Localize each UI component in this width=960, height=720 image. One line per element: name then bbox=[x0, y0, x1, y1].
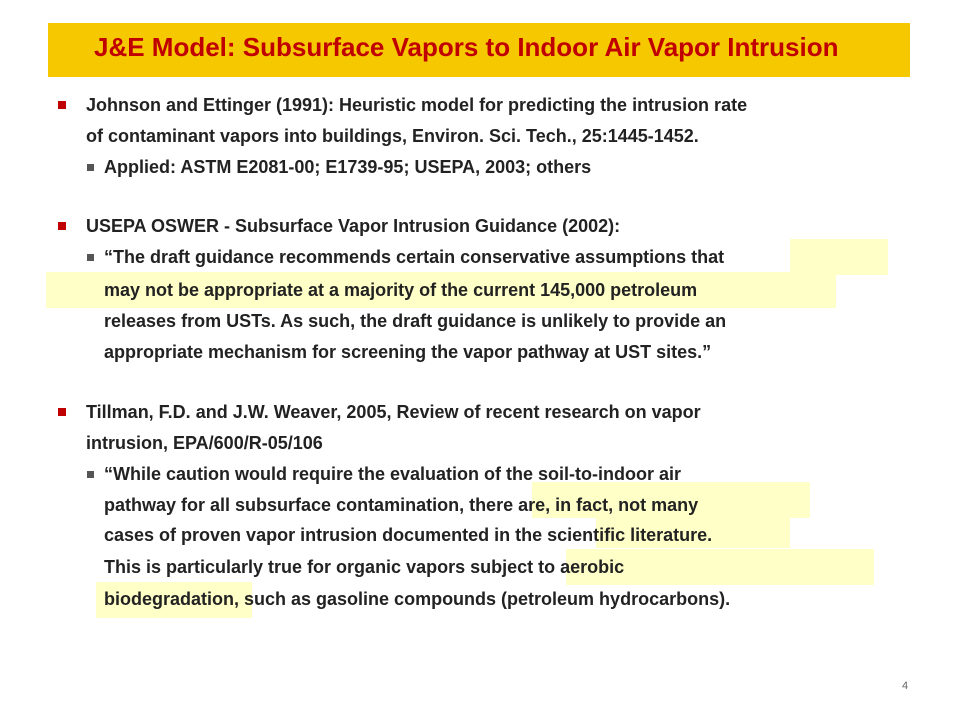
bullet-1-line-2: of contaminant vapors into buildings, Environ. Sci. Tech., 25:1445-1452. bbox=[86, 126, 699, 146]
bullet-3-line-1: Tillman, F.D. and J.W. Weaver, 2005, Review of recent research on vapor bbox=[86, 402, 701, 422]
bullet-2-sub-1-line-3: releases from USTs. As such, the draft guidance is unlikely to provide an bbox=[104, 311, 727, 331]
bullet-3-sub-1-line-4: This is particularly true for organic vapors subject to aerobic bbox=[104, 557, 625, 577]
bullet-3-line-2: intrusion, EPA/600/R-05/106 bbox=[86, 433, 323, 453]
page-number: 4 bbox=[902, 680, 909, 692]
bullet-2-sub-1-line-2: may not be appropriate at a majority of the current 145,000 petroleum bbox=[104, 280, 698, 300]
bullet-marker bbox=[58, 408, 66, 416]
bullet-3-sub-1-line-5: biodegradation, such as gasoline compounds (petroleum hydrocarbons). bbox=[104, 589, 731, 609]
bullet-1-line-1: Johnson and Ettinger (1991): Heuristic model for predicting the intrusion rate bbox=[86, 95, 748, 115]
sub-bullet-marker bbox=[87, 164, 94, 171]
bullet-2-sub-1-line-1: “The draft guidance recommends certain conservative assumptions that bbox=[104, 247, 725, 267]
bullet-1-sub-1-line-1: Applied: ASTM E2081-00; E1739-95; USEPA, 2003; others bbox=[104, 157, 592, 177]
bullet-2-line-1: USEPA OSWER - Subsurface Vapor Intrusion Guidance (2002): bbox=[86, 216, 621, 236]
bullet-marker bbox=[58, 101, 66, 109]
bullet-3-sub-1-line-1: “While caution would require the evaluation of the soil-to-indoor air bbox=[104, 464, 682, 484]
bullet-2-sub-1-line-4: appropriate mechanism for screening the vapor pathway at UST sites.” bbox=[104, 342, 712, 362]
bullet-3-sub-1-line-3: cases of proven vapor intrusion documented in the scientific literature. bbox=[104, 525, 713, 545]
bullet-3-sub-1-line-2: pathway for all subsurface contamination, there are, in fact, not many bbox=[104, 495, 699, 515]
slide-title: J&E Model: Subsurface Vapors to Indoor Air Vapor Intrusion bbox=[94, 32, 839, 62]
sub-bullet-marker bbox=[87, 471, 94, 478]
sub-bullet-marker bbox=[87, 254, 94, 261]
bullet-marker bbox=[58, 222, 66, 230]
highlight-1 bbox=[790, 239, 888, 275]
